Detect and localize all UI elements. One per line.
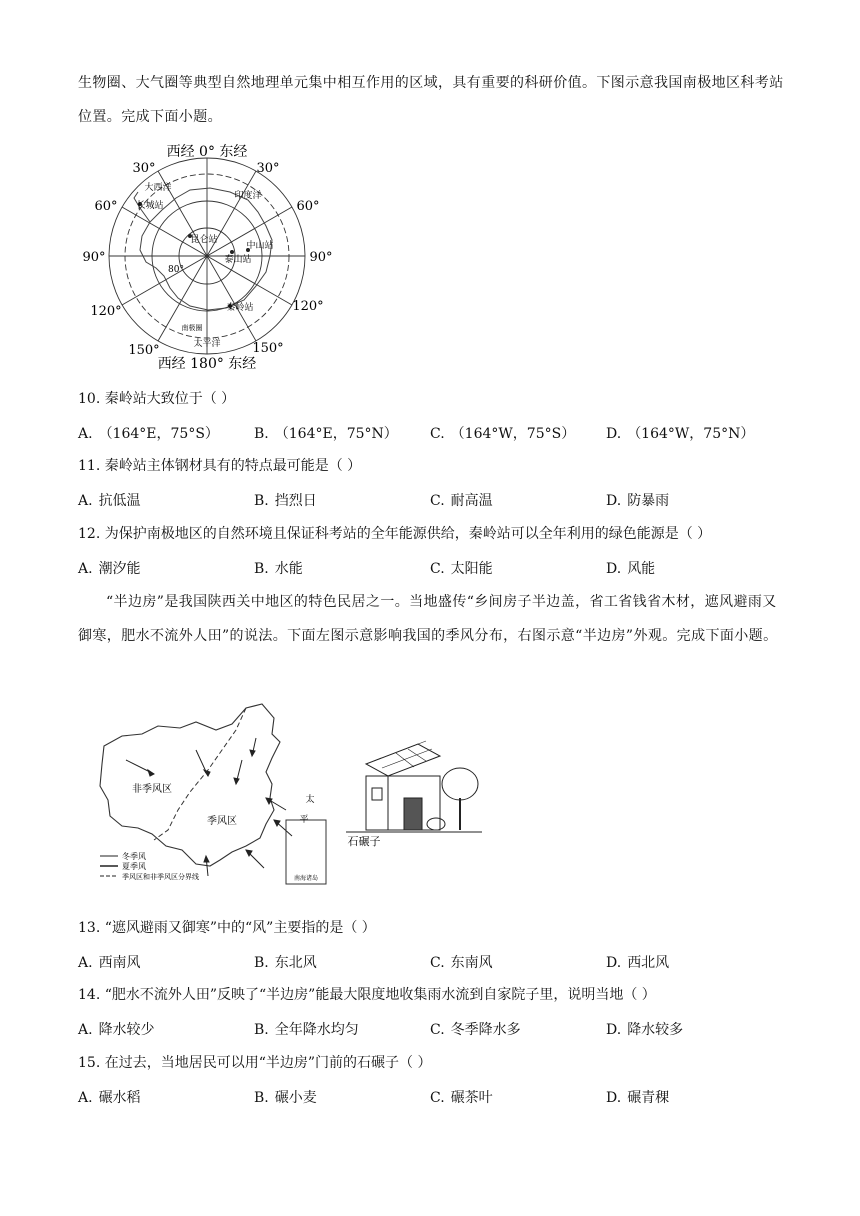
question-15-options [78, 1087, 798, 1107]
label-zhongshan-station: 中山站 [246, 241, 274, 251]
intro-paragraph-banbianfang: “半边房”是我国陕西关中地区的特色民居之一。当地盛传“乡间房子半边盖，省工省钱省木材，遮风避雨又御寒，肥水不流外人田”的说法。下面左图示意影响我国的季风分布，右图示意“半边房”外观。完成下面小题。 [78, 594, 778, 644]
label-stone-roller: 石碾子 [347, 835, 381, 848]
label-indian: 印度洋 [234, 191, 262, 201]
china-map-svg [96, 700, 336, 890]
question-14-stem: 14. “肥水不流外人田”反映了“半边房”能最大限度地收集雨水流到自家院子里，说明当地（ ） [78, 987, 656, 1003]
antarctic-station-map [80, 140, 340, 372]
china-monsoon-map [96, 700, 336, 890]
antarctic-map-svg [80, 140, 340, 372]
deg-120-right: 120° [292, 299, 324, 314]
label-monsoon: 季风区 [207, 816, 237, 827]
question-10-stem: 10. 秦岭站大致位于（ ） [78, 391, 236, 407]
house-door [404, 798, 422, 830]
deg-60-right: 60° [296, 199, 320, 214]
q10-option-c[interactable]: C. （164°W，75°S） [430, 426, 576, 442]
q11-option-c[interactable]: C. 耐高温 [430, 493, 493, 509]
question-10-options [78, 423, 798, 443]
deg-30-right: 30° [256, 161, 280, 176]
q12-option-d[interactable]: D. 风能 [606, 561, 656, 577]
intro-paragraph-antarctic: 生物圈、大气圈等典型自然地理单元集中相互作用的区域，具有重要的科研价值。下图示意我国南极地区科考站位置。完成下面小题。 [78, 75, 784, 125]
question-13-stem: 13. “遮风避雨又御寒”中的“风”主要指的是（ ） [78, 920, 376, 936]
label-qinling-station: 秦岭站 [226, 303, 254, 313]
q10-option-a[interactable]: A. （164°E，75°S） [78, 426, 219, 442]
question-14-options [78, 1019, 798, 1039]
question-12-options [78, 558, 798, 578]
q12-option-a[interactable]: A. 潮汐能 [78, 561, 141, 577]
map-top-label: 西经 0° 东经 [166, 144, 248, 160]
question-12-stem: 12. 为保护南极地区的自然环境且保证科考站的全年能源供给，秦岭站可以全年利用的绿色能源是（ ） [78, 526, 712, 542]
deg-60-left: 60° [94, 199, 118, 214]
banbianfang-house-drawing [336, 740, 482, 848]
label-great-wall-station: 长城站 [136, 201, 164, 211]
deg-150-right: 150° [252, 341, 284, 356]
monsoon-legend [100, 851, 199, 881]
label-antarctic-circle: 南极圈 [181, 324, 203, 332]
label-pacific-ping: 平 [299, 815, 309, 825]
question-11-options [78, 490, 798, 510]
q14-option-a[interactable]: A. 降水较少 [78, 1022, 155, 1038]
q10-option-d[interactable]: D. （164°W，75°N） [606, 426, 755, 442]
question-13-options [78, 952, 798, 972]
map-bottom-label: 西经 180° 东经 [157, 356, 257, 372]
q12-option-c[interactable]: C. 太阳能 [430, 561, 493, 577]
q13-option-b[interactable]: B. 东北风 [254, 955, 317, 971]
house-side-wall [366, 776, 388, 830]
label-kunlun-station: 昆仑站 [190, 235, 218, 245]
q15-option-d[interactable]: D. 碾青稞 [606, 1090, 670, 1106]
label-pacific-tai: 太 [305, 795, 315, 805]
question-11-stem: 11. 秦岭站主体钢材具有的特点最可能是（ ） [78, 458, 362, 474]
deg-90-right: 90° [309, 250, 333, 265]
deg-90-left: 90° [82, 250, 106, 265]
label-atlantic: 大西洋 [144, 183, 172, 193]
house-svg [336, 740, 482, 848]
deg-30-left: 30° [132, 161, 156, 176]
q14-option-c[interactable]: C. 冬季降水多 [430, 1022, 521, 1038]
q15-option-c[interactable]: C. 碾茶叶 [430, 1090, 493, 1106]
label-taishan-station: 泰山站 [224, 255, 252, 265]
q13-option-c[interactable]: C. 东南风 [430, 955, 493, 971]
q11-option-d[interactable]: D. 防暴雨 [606, 493, 670, 509]
label-80-lat: 80° [168, 265, 184, 275]
q12-option-b[interactable]: B. 水能 [254, 561, 303, 577]
china-outline [100, 704, 280, 866]
label-non-monsoon: 非季风区 [132, 784, 172, 795]
q11-option-b[interactable]: B. 挡烈日 [254, 493, 317, 509]
q13-option-a[interactable]: A. 西南风 [78, 955, 141, 971]
q14-option-b[interactable]: B. 全年降水均匀 [254, 1022, 359, 1038]
label-pacific: 太平洋 [193, 339, 221, 349]
legend-boundary: 季风区和非季风区分界线 [122, 873, 199, 881]
q10-option-b[interactable]: B. （164°E，75°N） [254, 426, 398, 442]
q13-option-d[interactable]: D. 西北风 [606, 955, 670, 971]
house-window [372, 788, 382, 800]
tree-canopy [442, 768, 478, 800]
stone-roller-icon [427, 818, 445, 830]
q15-option-a[interactable]: A. 碾水稻 [78, 1090, 141, 1106]
deg-150-left: 150° [128, 343, 160, 358]
q14-option-d[interactable]: D. 降水较多 [606, 1022, 684, 1038]
inset-label: 南海诸岛 [293, 875, 319, 882]
legend-winter-monsoon: 冬季风 [122, 852, 146, 861]
q11-option-a[interactable]: A. 抗低温 [78, 493, 141, 509]
legend-summer-monsoon: 夏季风 [122, 862, 146, 871]
q15-option-b[interactable]: B. 碾小麦 [254, 1090, 317, 1106]
question-15-stem: 15. 在过去，当地居民可以用“半边房”门前的石碾子（ ） [78, 1055, 432, 1071]
deg-120-left: 120° [90, 304, 122, 319]
